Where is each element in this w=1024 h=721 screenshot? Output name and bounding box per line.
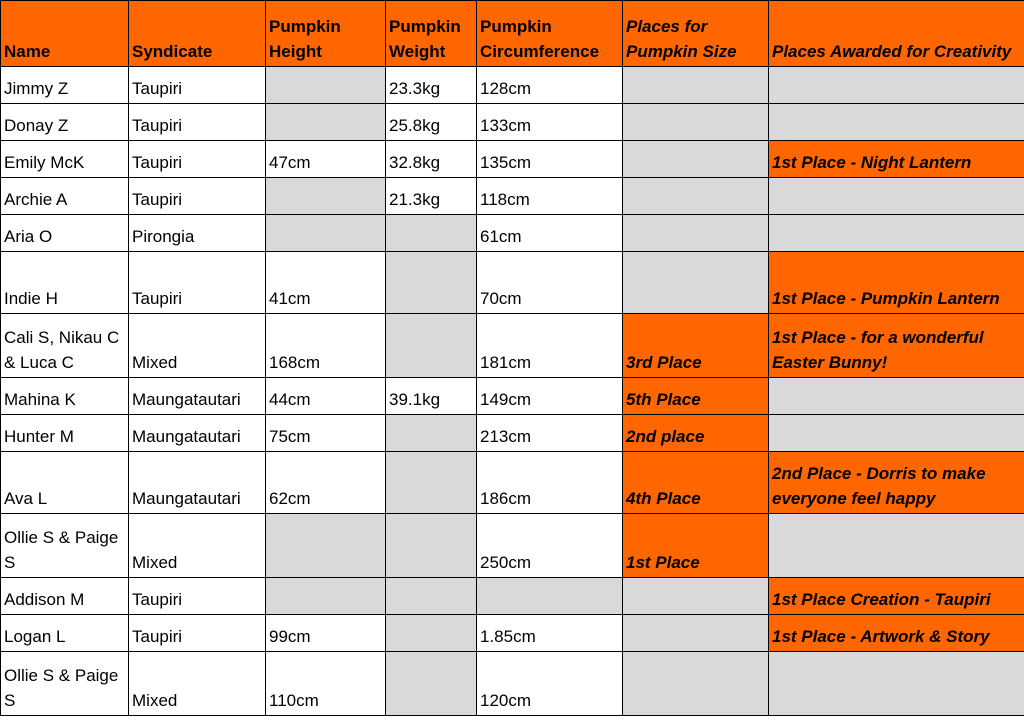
name-cell: Mahina K <box>1 378 129 415</box>
size-place-cell <box>623 578 769 615</box>
name-cell: Ollie S & Paige S <box>1 514 129 578</box>
circumference-cell: 120cm <box>477 652 623 716</box>
height-cell: 41cm <box>266 252 386 314</box>
weight-cell <box>386 415 477 452</box>
size-place-cell <box>623 615 769 652</box>
weight-cell <box>386 615 477 652</box>
name-cell: Archie A <box>1 178 129 215</box>
weight-cell: 32.8kg <box>386 141 477 178</box>
size-place-cell: 3rd Place <box>623 314 769 378</box>
creativity-cell <box>769 415 1024 452</box>
table-row <box>1 615 1024 652</box>
height-cell: 62cm <box>266 452 386 514</box>
table-row <box>1 578 1024 615</box>
table-row <box>1 178 1024 215</box>
syndicate-cell: Pirongia <box>129 215 266 252</box>
size-place-cell <box>623 104 769 141</box>
table-row <box>1 104 1024 141</box>
table-row <box>1 314 1024 378</box>
syndicate-cell: Maungatautari <box>129 415 266 452</box>
creativity-cell <box>769 178 1024 215</box>
circumference-cell: 135cm <box>477 141 623 178</box>
creativity-cell: 1st Place - Night Lantern <box>769 141 1024 178</box>
weight-cell <box>386 452 477 514</box>
syndicate-cell: Maungatautari <box>129 452 266 514</box>
syndicate-cell: Taupiri <box>129 67 266 104</box>
size-place-cell: 4th Place <box>623 452 769 514</box>
height-cell <box>266 178 386 215</box>
size-place-cell: 1st Place <box>623 514 769 578</box>
name-cell: Cali S, Nikau C & Luca C <box>1 314 129 378</box>
weight-cell <box>386 314 477 378</box>
weight-cell: 39.1kg <box>386 378 477 415</box>
table-row <box>1 452 1024 514</box>
creativity-cell: 1st Place - Artwork & Story <box>769 615 1024 652</box>
circumference-cell: 1.85cm <box>477 615 623 652</box>
syndicate-cell: Taupiri <box>129 615 266 652</box>
circumference-cell: 186cm <box>477 452 623 514</box>
creativity-cell: 1st Place Creation - Taupiri <box>769 578 1024 615</box>
size-place-cell: 2nd place <box>623 415 769 452</box>
syndicate-cell: Taupiri <box>129 252 266 314</box>
header-creativity-places: Places Awarded for Creativity <box>769 1 1024 67</box>
height-cell: 75cm <box>266 415 386 452</box>
circumference-cell: 149cm <box>477 378 623 415</box>
weight-cell <box>386 215 477 252</box>
size-place-cell: 5th Place <box>623 378 769 415</box>
table-row <box>1 252 1024 314</box>
circumference-cell: 133cm <box>477 104 623 141</box>
creativity-cell <box>769 215 1024 252</box>
syndicate-cell: Taupiri <box>129 141 266 178</box>
header-syndicate: Syndicate <box>129 1 266 67</box>
header-circumference: Pumpkin Circumference <box>477 1 623 67</box>
name-cell: Ava L <box>1 452 129 514</box>
circumference-cell: 128cm <box>477 67 623 104</box>
table-row <box>1 67 1024 104</box>
table-row <box>1 652 1024 716</box>
weight-cell: 21.3kg <box>386 178 477 215</box>
header-height: Pumpkin Height <box>266 1 386 67</box>
circumference-cell: 61cm <box>477 215 623 252</box>
creativity-cell: 1st Place - for a wonderful Easter Bunny! <box>769 314 1024 378</box>
header-name: Name <box>1 1 129 67</box>
name-cell: Ollie S & Paige S <box>1 652 129 716</box>
table-row <box>1 215 1024 252</box>
height-cell <box>266 514 386 578</box>
table-row <box>1 378 1024 415</box>
header-weight: Pumpkin Weight <box>386 1 477 67</box>
circumference-cell: 181cm <box>477 314 623 378</box>
circumference-cell: 250cm <box>477 514 623 578</box>
circumference-cell: 70cm <box>477 252 623 314</box>
creativity-cell <box>769 104 1024 141</box>
height-cell <box>266 578 386 615</box>
syndicate-cell: Mixed <box>129 314 266 378</box>
size-place-cell <box>623 178 769 215</box>
name-cell: Logan L <box>1 615 129 652</box>
name-cell: Indie H <box>1 252 129 314</box>
creativity-cell: 1st Place - Pumpkin Lantern <box>769 252 1024 314</box>
height-cell: 44cm <box>266 378 386 415</box>
table-row <box>1 514 1024 578</box>
height-cell: 99cm <box>266 615 386 652</box>
height-cell: 110cm <box>266 652 386 716</box>
circumference-cell: 118cm <box>477 178 623 215</box>
header-size-places: Places for Pumpkin Size <box>623 1 769 67</box>
creativity-cell <box>769 67 1024 104</box>
size-place-cell <box>623 67 769 104</box>
weight-cell <box>386 578 477 615</box>
name-cell: Donay Z <box>1 104 129 141</box>
creativity-cell <box>769 378 1024 415</box>
height-cell <box>266 215 386 252</box>
table-row <box>1 141 1024 178</box>
name-cell: Addison M <box>1 578 129 615</box>
name-cell: Jimmy Z <box>1 67 129 104</box>
size-place-cell <box>623 141 769 178</box>
name-cell: Emily McK <box>1 141 129 178</box>
height-cell <box>266 104 386 141</box>
size-place-cell <box>623 652 769 716</box>
syndicate-cell: Mixed <box>129 514 266 578</box>
weight-cell: 23.3kg <box>386 67 477 104</box>
syndicate-cell: Taupiri <box>129 104 266 141</box>
height-cell <box>266 67 386 104</box>
syndicate-cell: Taupiri <box>129 578 266 615</box>
weight-cell <box>386 652 477 716</box>
name-cell: Aria O <box>1 215 129 252</box>
table-row <box>1 415 1024 452</box>
weight-cell <box>386 252 477 314</box>
height-cell: 168cm <box>266 314 386 378</box>
header-row <box>1 1 1024 67</box>
creativity-cell: 2nd Place - Dorris to make everyone feel happy <box>769 452 1024 514</box>
circumference-cell <box>477 578 623 615</box>
syndicate-cell: Taupiri <box>129 178 266 215</box>
size-place-cell <box>623 215 769 252</box>
creativity-cell <box>769 514 1024 578</box>
syndicate-cell: Maungatautari <box>129 378 266 415</box>
creativity-cell <box>769 652 1024 716</box>
size-place-cell <box>623 252 769 314</box>
weight-cell: 25.8kg <box>386 104 477 141</box>
weight-cell <box>386 514 477 578</box>
name-cell: Hunter M <box>1 415 129 452</box>
height-cell: 47cm <box>266 141 386 178</box>
syndicate-cell: Mixed <box>129 652 266 716</box>
circumference-cell: 213cm <box>477 415 623 452</box>
